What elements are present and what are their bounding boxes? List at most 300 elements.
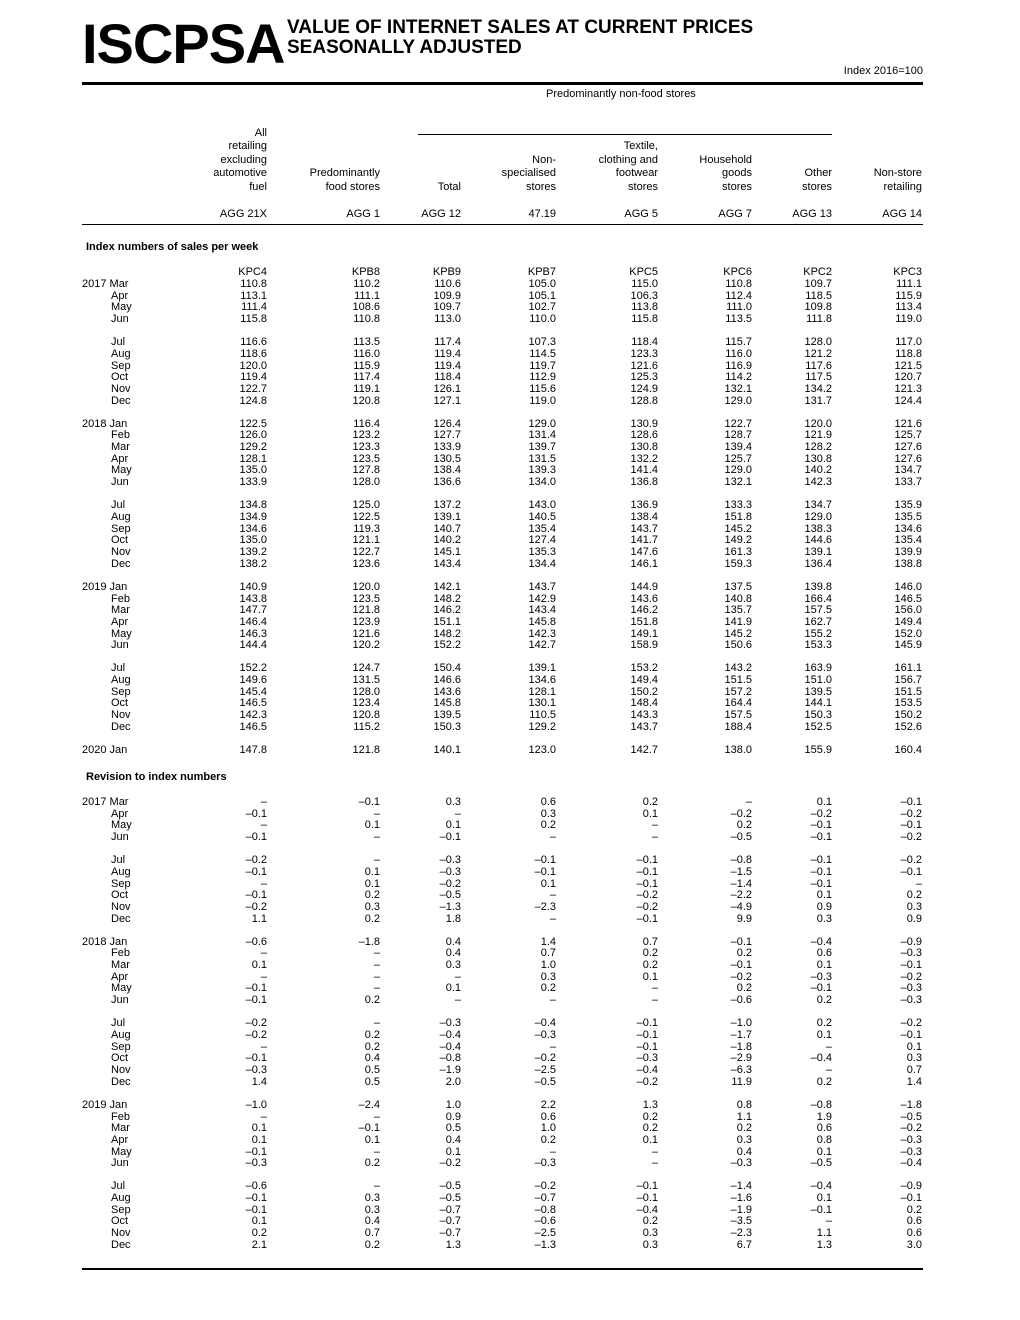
table-cell: 145.4 [239, 685, 267, 698]
table-cell: 163.9 [804, 662, 832, 675]
row-label: Jun [111, 994, 129, 1007]
table-cell: –0.1 [810, 830, 832, 843]
table-cell: 128.8 [630, 394, 658, 407]
table-cell: –0.2 [245, 1017, 267, 1030]
row-label: Jul [111, 662, 126, 675]
top-rule [82, 82, 923, 85]
table-cell: 0.1 [642, 1133, 658, 1146]
table-cell: –1.4 [730, 1180, 752, 1193]
table-cell: 124.7 [352, 662, 380, 675]
group-underline [418, 134, 832, 135]
table-cell: 136.6 [433, 476, 461, 489]
table-cell: 122.5 [352, 511, 380, 524]
table-cell: 155.9 [804, 744, 832, 757]
table-cell: 0.4 [445, 935, 461, 948]
table-cell: 145.9 [894, 639, 922, 652]
table-cell: 121.6 [630, 359, 658, 372]
table-cell: 118.4 [631, 336, 658, 349]
table-cell: 124.9 [630, 382, 658, 395]
table-cell: 121.8 [352, 604, 380, 617]
table-cell: – [549, 830, 556, 843]
column-agg-code: AGG 7 [718, 208, 752, 220]
row-label: Nov [111, 900, 131, 913]
table-cell: 149.4 [894, 615, 922, 628]
table-cell: 132.2 [630, 452, 658, 465]
row-label: Apr [111, 615, 129, 628]
table-cell: 153.3 [804, 639, 832, 652]
table-cell: 0.3 [364, 1203, 380, 1216]
table-cell: –0.1 [810, 819, 832, 832]
table-cell: 151.5 [894, 685, 922, 698]
table-cell: –0.1 [358, 796, 380, 808]
table-cell: 131.5 [528, 452, 556, 465]
table-cell: 0.6 [816, 947, 832, 960]
table-cell: –0.1 [245, 1203, 267, 1216]
table-cell: 135.4 [894, 534, 922, 547]
table-cell: –0.1 [900, 1029, 922, 1042]
table-cell: –0.1 [636, 1040, 658, 1053]
table-cell: 0.7 [364, 1227, 380, 1240]
table-cell: 0.2 [816, 994, 832, 1007]
row-label: Oct [111, 697, 129, 710]
table-cell: 149.6 [239, 674, 267, 687]
table-cell: – [260, 877, 267, 890]
row-label: Dec [111, 557, 131, 570]
table-cell: –0.5 [439, 889, 461, 902]
row-label: Oct [111, 1215, 129, 1228]
table-cell: 0.3 [642, 1227, 658, 1240]
series-code: KPB9 [432, 266, 461, 278]
column-agg-code: 47.19 [528, 208, 556, 220]
table-cell: 129.0 [724, 464, 752, 477]
table-cell: –0.1 [900, 959, 922, 972]
table-cell: 121.8 [352, 744, 380, 757]
table-cell: –0.4 [636, 1064, 658, 1076]
table-cell: 116.9 [725, 359, 752, 372]
table-cell: 0.1 [445, 819, 461, 832]
table-cell: 145.2 [724, 627, 752, 640]
table-cell: 139.1 [433, 511, 461, 524]
table-cell: –0.5 [534, 1075, 556, 1088]
table-cell: 110.8 [353, 312, 380, 325]
table-cell: 122.7 [239, 382, 267, 395]
table-cell: 135.3 [528, 546, 556, 558]
table-cell: –0.1 [245, 1052, 267, 1065]
table-cell: – [651, 1157, 658, 1170]
table-cell: 1.0 [540, 959, 556, 972]
table-cell: 138.2 [239, 557, 267, 570]
table-cell: –0.1 [245, 994, 267, 1007]
table-cell: 0.2 [364, 1040, 380, 1053]
table-cell: 0.1 [251, 959, 267, 972]
column-header [502, 154, 556, 194]
table-cell: – [260, 796, 267, 808]
column-header [310, 167, 380, 194]
table-cell: –0.1 [245, 807, 267, 820]
row-label: May [111, 301, 132, 314]
table-cell: 0.1 [540, 877, 556, 890]
table-cell: 3.0 [906, 1238, 922, 1251]
table-cell: 107.3 [528, 336, 556, 349]
row-label: May [111, 819, 132, 832]
table-cell: 1.1 [816, 1227, 832, 1240]
table-cell: 0.2 [364, 889, 380, 902]
table-cell: –2.4 [358, 1098, 380, 1111]
row-label: Jul [111, 1180, 126, 1193]
table-cell: –0.9 [900, 935, 922, 948]
table-cell: 0.1 [906, 1040, 922, 1053]
table-cell: 120.8 [352, 709, 380, 722]
table-cell: 0.1 [445, 982, 461, 995]
table-cell: –0.7 [439, 1227, 461, 1240]
table-cell: –0.1 [245, 889, 267, 902]
table-cell: 0.8 [736, 1098, 752, 1111]
row-label: Dec [111, 394, 131, 407]
table-cell: 138.0 [724, 744, 752, 757]
table-cell: – [549, 912, 556, 925]
table-cell: – [825, 1040, 832, 1053]
column-header [599, 140, 658, 194]
table-cell: –1.6 [730, 1192, 752, 1205]
table-cell: –2.3 [730, 1227, 752, 1240]
table-cell: 131.7 [804, 394, 832, 407]
table-cell: 0.1 [816, 889, 832, 902]
series-code: KPB7 [527, 266, 556, 278]
table-cell: 0.1 [364, 877, 380, 890]
table-cell: 149.1 [630, 627, 658, 640]
table-cell: 119.0 [895, 312, 922, 325]
table-cell: 0.2 [816, 1075, 832, 1088]
table-cell: 151.0 [804, 674, 832, 687]
table-cell: 143.8 [239, 592, 267, 605]
table-cell: –0.3 [900, 994, 922, 1007]
table-cell: 149.4 [630, 674, 658, 687]
row-label: Dec [111, 1075, 131, 1088]
column-agg-code: AGG 1 [346, 208, 380, 220]
table-cell: 2.2 [540, 1098, 556, 1111]
table-cell: –0.1 [636, 1029, 658, 1042]
table-cell: 139.8 [804, 580, 832, 593]
table-cell: 134.6 [239, 522, 267, 535]
column-agg-code: AGG 12 [421, 208, 461, 220]
table-cell: 129.0 [724, 394, 752, 407]
table-cell: –0.6 [730, 994, 752, 1007]
column-header-line: automotive [213, 167, 267, 180]
row-label: May [111, 464, 132, 477]
table-cell: 0.3 [816, 912, 832, 925]
table-cell: 134.2 [804, 382, 832, 395]
table-cell: –0.6 [245, 935, 267, 948]
table-cell: 110.8 [240, 278, 267, 290]
table-cell: –0.3 [534, 1157, 556, 1170]
table-cell: 0.6 [540, 796, 556, 808]
table-cell: 159.3 [724, 557, 752, 570]
table-cell: –0.2 [636, 1075, 658, 1088]
table-cell: 0.2 [736, 982, 752, 995]
row-label: Mar [111, 959, 130, 972]
row-label: Mar [111, 441, 130, 454]
table-cell: 1.4 [906, 1075, 922, 1088]
table-cell: –0.2 [810, 807, 832, 820]
table-cell: 118.4 [434, 371, 461, 384]
table-cell: 109.9 [433, 289, 461, 302]
table-cell: 123.3 [352, 441, 380, 454]
table-cell: 140.8 [724, 592, 752, 605]
table-cell: 0.2 [642, 959, 658, 972]
column-header-line: Non- [532, 153, 556, 166]
row-label: Oct [111, 534, 129, 547]
table-cell: 129.0 [804, 511, 832, 524]
table-cell: 0.6 [906, 1227, 922, 1240]
table-cell: 146.5 [894, 592, 922, 605]
row-label: Nov [111, 709, 131, 722]
table-cell: –0.1 [900, 819, 922, 832]
table-cell: 127.7 [433, 429, 461, 442]
table-cell: 121.1 [352, 534, 380, 547]
table-cell: 0.4 [364, 1215, 380, 1228]
table-cell: 111.1 [354, 289, 380, 302]
table-cell: 151.8 [630, 615, 658, 628]
table-cell: –1.0 [245, 1098, 267, 1111]
table-cell: 139.4 [724, 441, 752, 454]
table-cell: 116.4 [353, 417, 380, 430]
table-cell: 157.2 [724, 685, 752, 698]
table-cell: –0.3 [245, 1157, 267, 1170]
table-cell: 116.6 [240, 336, 267, 349]
table-cell: 1.1 [251, 912, 267, 925]
table-cell: –0.2 [439, 877, 461, 890]
table-cell: 0.2 [736, 1122, 752, 1135]
table-cell: 1.1 [736, 1110, 752, 1123]
table-cell: 130.8 [630, 441, 658, 454]
table-cell: 136.4 [804, 557, 832, 570]
table-cell: 123.5 [352, 452, 380, 465]
table-cell: 0.2 [540, 1133, 556, 1146]
table-cell: 121.2 [804, 347, 832, 360]
column-header-line: retailing [228, 140, 267, 153]
table-cell: –0.6 [534, 1215, 556, 1228]
table-cell: 112.4 [725, 289, 752, 302]
table-cell: 0.7 [540, 947, 556, 960]
table-cell: 157.5 [724, 709, 752, 722]
table-cell: 135.0 [239, 534, 267, 547]
row-label: Dec [111, 912, 131, 925]
table-cell: 0.1 [364, 865, 380, 878]
table-cell: – [373, 1180, 380, 1193]
table-cell: 113.1 [240, 289, 267, 302]
table-cell: –2.9 [730, 1052, 752, 1065]
table-cell: –0.2 [730, 970, 752, 983]
row-label: Jun [111, 830, 129, 843]
table-cell: –0.5 [439, 1180, 461, 1193]
table-cell: 0.2 [364, 912, 380, 925]
table-cell: 0.1 [816, 1145, 832, 1158]
table-cell: 0.2 [642, 1215, 658, 1228]
table-cell: 120.8 [352, 394, 380, 407]
table-cell: 0.1 [816, 796, 832, 808]
column-agg-code: AGG 21X [219, 208, 267, 220]
row-label: Dec [111, 1238, 131, 1251]
table-cell: 0.2 [816, 1017, 832, 1030]
table-cell: –0.7 [439, 1215, 461, 1228]
table-cell: 130.9 [630, 417, 658, 430]
table-cell: 161.1 [894, 662, 922, 675]
table-cell: 139.7 [528, 441, 556, 454]
table-cell: 151.8 [724, 511, 752, 524]
column-header-line: clothing and [598, 153, 658, 166]
table-cell: 113.0 [434, 312, 461, 325]
table-cell: 156.7 [894, 674, 922, 687]
table-cell: 188.4 [724, 720, 752, 733]
table-cell: 133.9 [433, 441, 461, 454]
table-cell: –1.9 [439, 1064, 461, 1076]
table-cell: 153.5 [894, 697, 922, 710]
table-cell: 162.7 [804, 615, 832, 628]
row-label: Aug [111, 1029, 131, 1042]
table-cell: 150.4 [433, 662, 461, 675]
table-cell: 139.1 [528, 662, 556, 675]
table-cell: 123.3 [630, 347, 658, 360]
row-label: Jun [111, 1157, 129, 1170]
table-cell: 105.1 [528, 289, 556, 302]
table-cell: 0.2 [540, 819, 556, 832]
row-label: Apr [111, 807, 129, 820]
index-base-note: Index 2016=100 [843, 65, 923, 77]
table-cell: –1.8 [900, 1098, 922, 1111]
row-label: 2020 Jan [82, 744, 128, 757]
table-cell: 160.4 [894, 744, 922, 757]
table-cell: –0.3 [900, 947, 922, 960]
column-header-line: stores [722, 180, 752, 193]
table-cell: 144.1 [804, 697, 832, 710]
table-cell: –0.5 [900, 1110, 922, 1123]
table-cell: –0.1 [245, 830, 267, 843]
series-code: KPC5 [629, 266, 658, 278]
row-label: Feb [111, 429, 130, 442]
table-cell: 119.3 [353, 522, 380, 535]
table-cell: – [373, 970, 380, 983]
table-cell: –0.2 [900, 807, 922, 820]
table-cell: 139.9 [894, 546, 922, 558]
table-cell: 146.4 [239, 615, 267, 628]
table-cell: –0.3 [439, 854, 461, 867]
table-cell: 123.2 [352, 429, 380, 442]
table-cell: – [825, 1064, 832, 1076]
row-label: 2018 Jan [82, 935, 128, 948]
table-cell: 132.1 [724, 476, 752, 489]
column-header [874, 167, 922, 194]
table-cell: 155.2 [804, 627, 832, 640]
column-header-line: stores [802, 180, 832, 193]
table-cell: 145.8 [433, 697, 461, 710]
row-label: Nov [111, 546, 131, 558]
table-cell: 123.5 [352, 592, 380, 605]
table-cell: 134.4 [528, 557, 556, 570]
table-cell: 120.0 [804, 417, 832, 430]
table-cell: 128.1 [528, 685, 556, 698]
table-cell: 119.7 [529, 359, 556, 372]
table-cell: – [651, 819, 658, 832]
table-cell: – [373, 1017, 380, 1030]
table-cell: 0.3 [540, 970, 556, 983]
row-label: May [111, 627, 132, 640]
table-cell: 142.1 [433, 580, 461, 593]
row-label: Dec [111, 720, 131, 733]
table-cell: – [549, 889, 556, 902]
table-cell: 126.1 [433, 382, 461, 395]
table-cell: 147.7 [239, 604, 267, 617]
table-cell: –0.4 [439, 1040, 461, 1053]
table-cell: 145.1 [433, 546, 461, 558]
table-cell: 0.2 [906, 889, 922, 902]
table-cell: 128.7 [724, 429, 752, 442]
table-cell: 1.0 [445, 1098, 461, 1111]
row-label: Apr [111, 1133, 129, 1146]
table-cell: 125.7 [724, 452, 752, 465]
table-cell: 0.2 [736, 947, 752, 960]
table-cell: 106.3 [630, 289, 658, 302]
table-cell: – [651, 994, 658, 1007]
row-label: Nov [111, 382, 131, 395]
table-cell: – [651, 1145, 658, 1158]
table-cell: –1.4 [730, 877, 752, 890]
table-cell: 128.0 [804, 336, 832, 349]
table-cell: 134.0 [528, 476, 556, 489]
column-header-line: All [254, 127, 267, 139]
series-code: KPC3 [893, 266, 922, 278]
table-cell: –0.4 [900, 1157, 922, 1170]
table-cell: – [260, 819, 267, 832]
table-cell: 143.4 [528, 604, 556, 617]
table-cell: 0.4 [364, 1052, 380, 1065]
table-cell: 130.8 [804, 452, 832, 465]
table-cell: 146.6 [433, 674, 461, 687]
table-cell: 0.3 [906, 1052, 922, 1065]
table-cell: 143.7 [528, 580, 556, 593]
table-cell: 166.4 [804, 592, 832, 605]
table-cell: 116.0 [353, 347, 380, 360]
table-cell: – [454, 994, 461, 1007]
table-cell: 114.2 [725, 371, 752, 384]
table-cell: –0.5 [439, 1192, 461, 1205]
table-cell: 150.6 [724, 639, 752, 652]
table-cell: –0.2 [534, 1180, 556, 1193]
table-cell: –3.5 [730, 1215, 752, 1228]
table-cell: 152.2 [239, 662, 267, 675]
table-cell: 142.3 [804, 476, 832, 489]
table-cell: 118.5 [805, 289, 832, 302]
table-cell: –0.8 [534, 1203, 556, 1216]
table-cell: 1.3 [816, 1238, 832, 1251]
column-header [802, 167, 832, 194]
table-cell: 138.4 [433, 464, 461, 477]
table-cell: –0.1 [534, 865, 556, 878]
column-header-line: Household [699, 153, 752, 166]
column-header-line: stores [628, 180, 658, 193]
group-label: Predominantly non-food stores [546, 88, 696, 100]
table-cell: 0.2 [642, 947, 658, 960]
table-cell: 0.3 [445, 959, 461, 972]
table-cell: 158.9 [630, 639, 658, 652]
table-cell: 122.5 [239, 417, 267, 430]
header-rule [82, 224, 923, 225]
column-header [699, 154, 752, 194]
table-cell: – [373, 982, 380, 995]
table-cell: 0.6 [540, 1110, 556, 1123]
table-cell: 164.4 [724, 697, 752, 710]
table-cell: –0.2 [245, 900, 267, 913]
table-cell: 134.9 [239, 511, 267, 524]
